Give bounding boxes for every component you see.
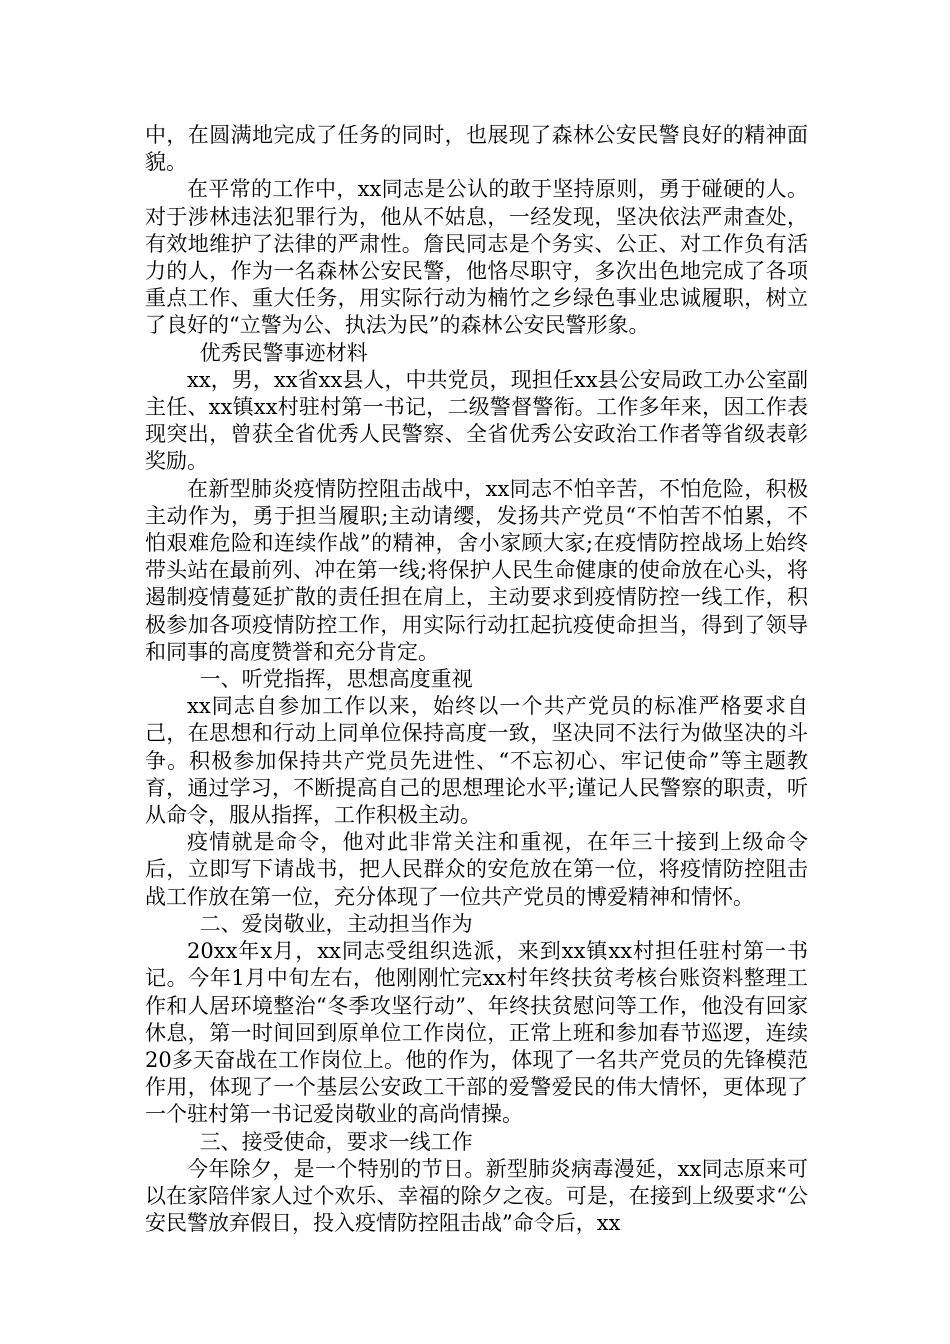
document-body [145, 122, 808, 1237]
section-title-materials: 优秀民警事迹材料 [199, 340, 368, 365]
paragraph-new-year-eve: 今年除夕，是一个特别的节日。新型肺炎病毒漫延，xx同志原来可以在家陪伴家人过个欢乐、幸福的除夕之夜。可是，在接到上级要求“公安民警放弃假日，投入疫情防控阻击战”命令后，xx [145, 1156, 808, 1236]
paragraph-command: 疫情就是命令，他对此非常关注和重视，在年三十接到上级命令后，立即写下请战书，把人民群众的安危放在第一位，将疫情防控阻击战工作放在第一位，充分体现了一位共产党员的博爱精神和情怀。 [145, 830, 808, 909]
paragraph-dedication: 20xx年x月，xx同志受组织选派，来到xx镇xx村担任驻村第一书记。今年1月中旬左右，他刚刚忙完xx村年终扶贫考核台账资料整理工作和人居环境整治“冬季攻坚行动”、年终扶贫慰问等工作，他没有回家休息，第一时间回到原单位工作岗位，正常上班和参加春节巡逻，连续20多天奋战在工作岗位上。他的作为，体现了一名共产党员的先锋模范作用，体现了一个基层公安政工干部的爱警爱民的伟大情怀，更体现了一个驻村第一书记爱岗敬业的高尚情操。 [145, 939, 808, 1127]
paragraph-party: xx同志自参加工作以来，始终以一个共产党员的标准严格要求自己，在思想和行动上同单位保持高度一致，坚决同不法行为做坚决的斗争。积极参加保持共产党员先进性、“不忘初心、牢记使命”等主题教育，通过学习，不断提高自己的思想理论水平;谨记人民警察的职责，听从命令，服从指挥，工作积极主动。 [145, 694, 808, 828]
section-heading-1: 一、听党指挥，思想高度重视 [199, 667, 473, 692]
section-heading-2: 二、爱岗敬业，主动担当作为 [199, 911, 473, 936]
section-heading-3: 三、接受使命，要求一线工作 [199, 1129, 473, 1154]
paragraph-epidemic: 在新型肺炎疫情防控阻击战中，xx同志不怕辛苦，不怕危险，积极主动作为，勇于担当履职;主动请缨，发扬共产党员“不怕苦不怕累，不怕艰难危险和连续作战”的精神，舍小家顾大家;在疫情防控战场上始终带头站在最前列、冲在第一线;将保护人民生命健康的使命放在心头，将遏制疫情蔓延扩散的责任担在肩上，主动要求到疫情防控一线工作，积极参加各项疫情防控工作，用实际行动扛起抗疫使命担当，得到了领导和同事的高度赞誉和充分肯定。 [145, 476, 808, 664]
paragraph-profile: xx，男，xx省xx县人，中共党员，现担任xx县公安局政工办公室副主任、xx镇xx村驻村第一书记，二级警督警衔。工作多年来，因工作表现突出，曾获全省优秀人民警察、全省优秀公安政治工作者等省级表彰奖励。 [145, 367, 808, 474]
paragraph-principle: 在平常的工作中，xx同志是公认的敢于坚持原则，勇于碰硬的人。对于涉林违法犯罪行为，他从不姑息，一经发现，坚决依法严肃查处，有效地维护了法律的严肃性。詹民同志是个务实、公正、对工作负有活力的人，作为一名森林公安民警，他恪尽职守，多次出色地完成了各项重点工作、重大任务，用实际行动为楠竹之乡绿色事业忠诚履职，树立了良好的“立警为公、执法为民”的森林公安民警形象。 [145, 177, 808, 338]
paragraph-continuation: 中，在圆满地完成了任务的同时，也展现了森林公安民警良好的精神面貌。 [145, 123, 808, 175]
